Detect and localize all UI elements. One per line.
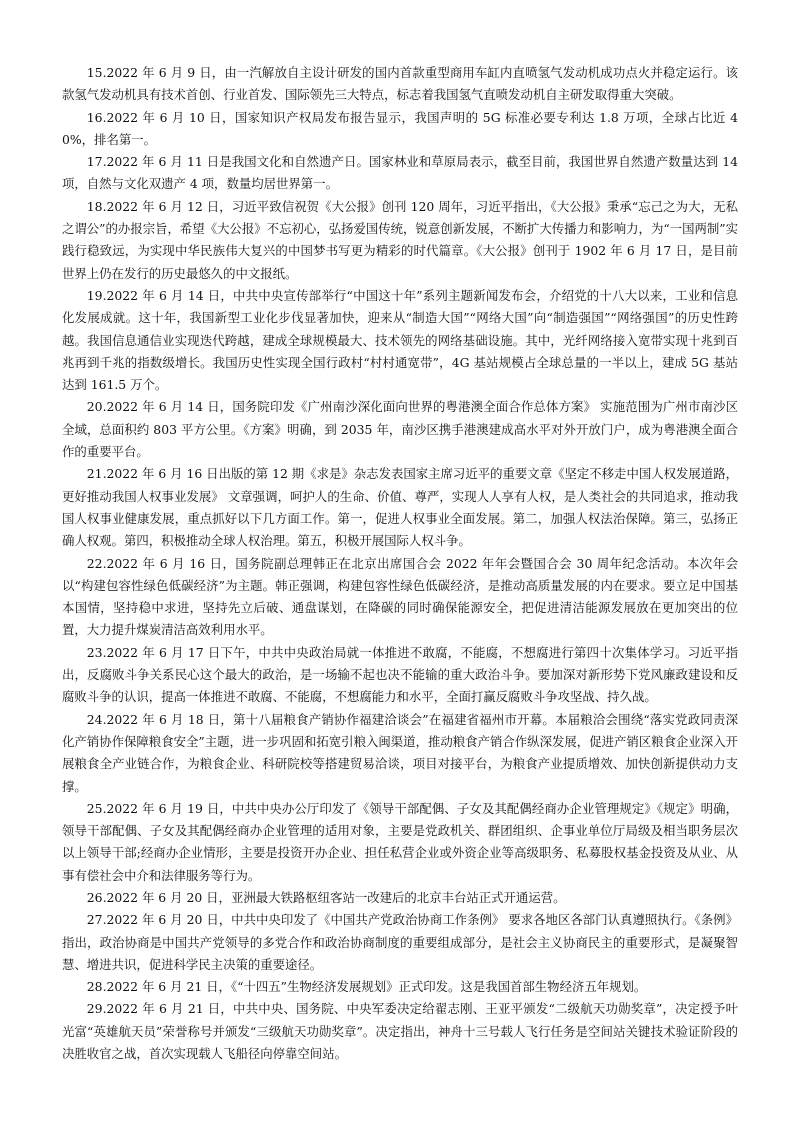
news-entry-25: 25.2022 年 6 月 19 日，中共中央办公厅印发了《领导干部配偶、子女及其配偶经商办企业管理规定》《规定》明确，领导干部配偶、子女及其配偶经商办企业管理的适用对象，主要是党政机关、群团组织、企事业单位厅局级及相当职务层次以上领导干部;经商办企业情形，主要是投资开办企业、担任私营企业或外资企业等高级职务、私募股权基金投资及从业、从事有偿社会中介和法律服务等行为。 bbox=[62, 800, 738, 883]
news-entry-28: 28.2022 年 6 月 21 日，《“十四五”生物经济发展规划》正式印发。这是我国首部生物经济五年规划。 bbox=[86, 979, 647, 995]
news-entry-22: 22.2022 年 6 月 16 日，国务院副总理韩正在北京出席国合会 2022 年年会暨国合会 30 周年纪念活动。本次年会以“构建包容性绿色低碳经济”为主题。韩正强调，构建包容性绿色低碳经济，是推动高质量发展的内在要求。要立足中国基本国情，坚持稳中求进，坚持先立后破、通盘谋划，在降碳的同时确保能源安全，把促进清洁能源发展放在更加突出的位置，大力提升煤炭清洁高效利用水平。 bbox=[62, 555, 738, 638]
news-entry-23: 23.2022 年 6 月 17 日下午，中共中央政治局就一体推进不敢腐，不能腐，不想腐进行第四十次集体学习。习近平指出，反腐败斗争关系民心这个最大的政治，是一场输不起也决不能输的重大政治斗争。要加深对新形势下党风廉政建设和反腐败斗争的认识，提高一体推进不敢腐、不能腐，不想腐能力和水平，全面打赢反腐败斗争攻坚战、持久战。 bbox=[62, 644, 738, 705]
news-entry-20: 20.2022 年 6 月 14 日，国务院印发《广州南沙深化面向世界的粤港澳全面合作总体方案》 实施范围为广州市南沙区全域，总面积约 803 平方公里。《方案》明确，到 2035 年，南沙区携手港澳建成高水平对外开放门户，成为粤港澳全面合作的重要平台。 bbox=[62, 399, 738, 460]
news-entry-15: 15.2022 年 6 月 9 日，由一汽解放自主设计研发的国内首款重型商用车缸内直喷氢气发动机成功点火并稳定运行。该款氢气发动机具有技术首创、行业首发、国际领先三大特点，标志着我国氢气直喷发动机自主研发取得重大突破。 bbox=[62, 65, 738, 103]
document-page bbox=[62, 62, 738, 1065]
news-entry-19: 19.2022 年 6 月 14 日，中共中央宣传部举行“中国这十年”系列主题新闻发布会，介绍党的十八大以来，工业和信息化发展成就。这十年，我国新型工业化步伐显著加快，迎来从“制造大国”“网络大国”向“制造强国”“网络强国”的历史性跨越。我国信息通信业实现迭代跨越，建成全球规模最大、技术领先的网络基础设施。其中，光纤网络接入宽带实现十兆到百兆再到千兆的指数级增长。我国历史性实现全国行政村“村村通宽带”，4G 基站规模占全球总量的一半以上，建成 5G 基站达到 161.5 万个。 bbox=[62, 287, 738, 393]
news-entry-16: 16.2022 年 6 月 10 日，国家知识产权局发布报告显示，我国声明的 5G 标准必要专利达 1.8 万项，全球占比近 40%，排名第一。 bbox=[62, 109, 738, 147]
news-entry-24: 24.2022 年 6 月 18 日，第十八届粮食产销协作福建洽谈会”在福建省福州市开幕。本届粮洽会围绕“落实党政同责深化产销协作保障粮食安全”主题，进一步巩固和拓宽引粮入闽渠道，推动粮食产销合作纵深发展，促进产销区粮食企业深入开展粮食全产业链合作，为粮食企业、科研院校等搭建贸易洽谈，项目对接平台，为粮食产业提质增效、加快创新提供动力支撑。 bbox=[62, 711, 738, 794]
news-entry-21: 21.2022 年 6 月 16 日出版的第 12 期《求是》杂志发表国家主席习近平的重要文章《坚定不移走中国人权发展道路，更好推动我国人权事业发展》 文章强调，呵护人的生命、价值、尊严，实现人人享有人权，是人类社会的共同追求，推动我国人权事业健康发展，重点抓好以下几方面工作。第一，促进人权事业全面发展。第二，加强人权法治保障。第三，弘扬正确人权观。第四，积极推动全球人权治理。第五，积极开展国际人权斗争。 bbox=[62, 466, 738, 549]
news-entry-18: 18.2022 年 6 月 12 日，习近平致信祝贺《大公报》创刊 120 周年，习近平指出，《大公报》秉承“忘己之为大，无私之谓公”的办报宗旨，希望《大公报》不忘初心，弘扬爱国传统，锐意创新发展，不断扩大传播力和影响力，为“一国两制”实践行稳致远，为实现中华民族伟大复兴的中国梦书写更为精彩的时代篇章。《大公报》创刊于 1902 年 6 月 17 日，是目前世界上仍在发行的历史最悠久的中文报纸。 bbox=[62, 198, 738, 281]
news-entry-17: 17.2022 年 6 月 11 日是我国文化和自然遗产日。国家林业和草原局表示，截至目前，我国世界自然遗产数量达到 14 项，自然与文化双遗产 4 项，数量均居世界第一。 bbox=[62, 154, 738, 192]
news-entry-29: 29.2022 年 6 月 21 日，中共中央、国务院、中央军委决定给翟志刚、王亚平颁发“二级航天功勋奖章”，决定授予叶光富“英雄航天员”荣誉称号并颁发“三级航天功勋奖章”。决定指出，神舟十三号载人飞行任务是空间站关键技术验证阶段的决胜收官之战，首次实现载人飞船径向停靠空间站。 bbox=[62, 1001, 738, 1062]
news-entry-26: 26.2022 年 6 月 20 日，亚洲最大铁路枢纽客站一改建后的北京丰台站正式开通运营。 bbox=[86, 889, 566, 905]
news-entry-27: 27.2022 年 6 月 20 日，中共中央印发了《中国共产党政治协商工作条例》 要求各地区各部门认真遵照执行。《条例》指出，政治协商是中国共产党领导的多党合作和政治协商制度的重要组成部分，是社会主义协商民主的重要形式，是凝聚智慧、增进共识，促进科学民主决策的重要途径。 bbox=[62, 912, 738, 972]
